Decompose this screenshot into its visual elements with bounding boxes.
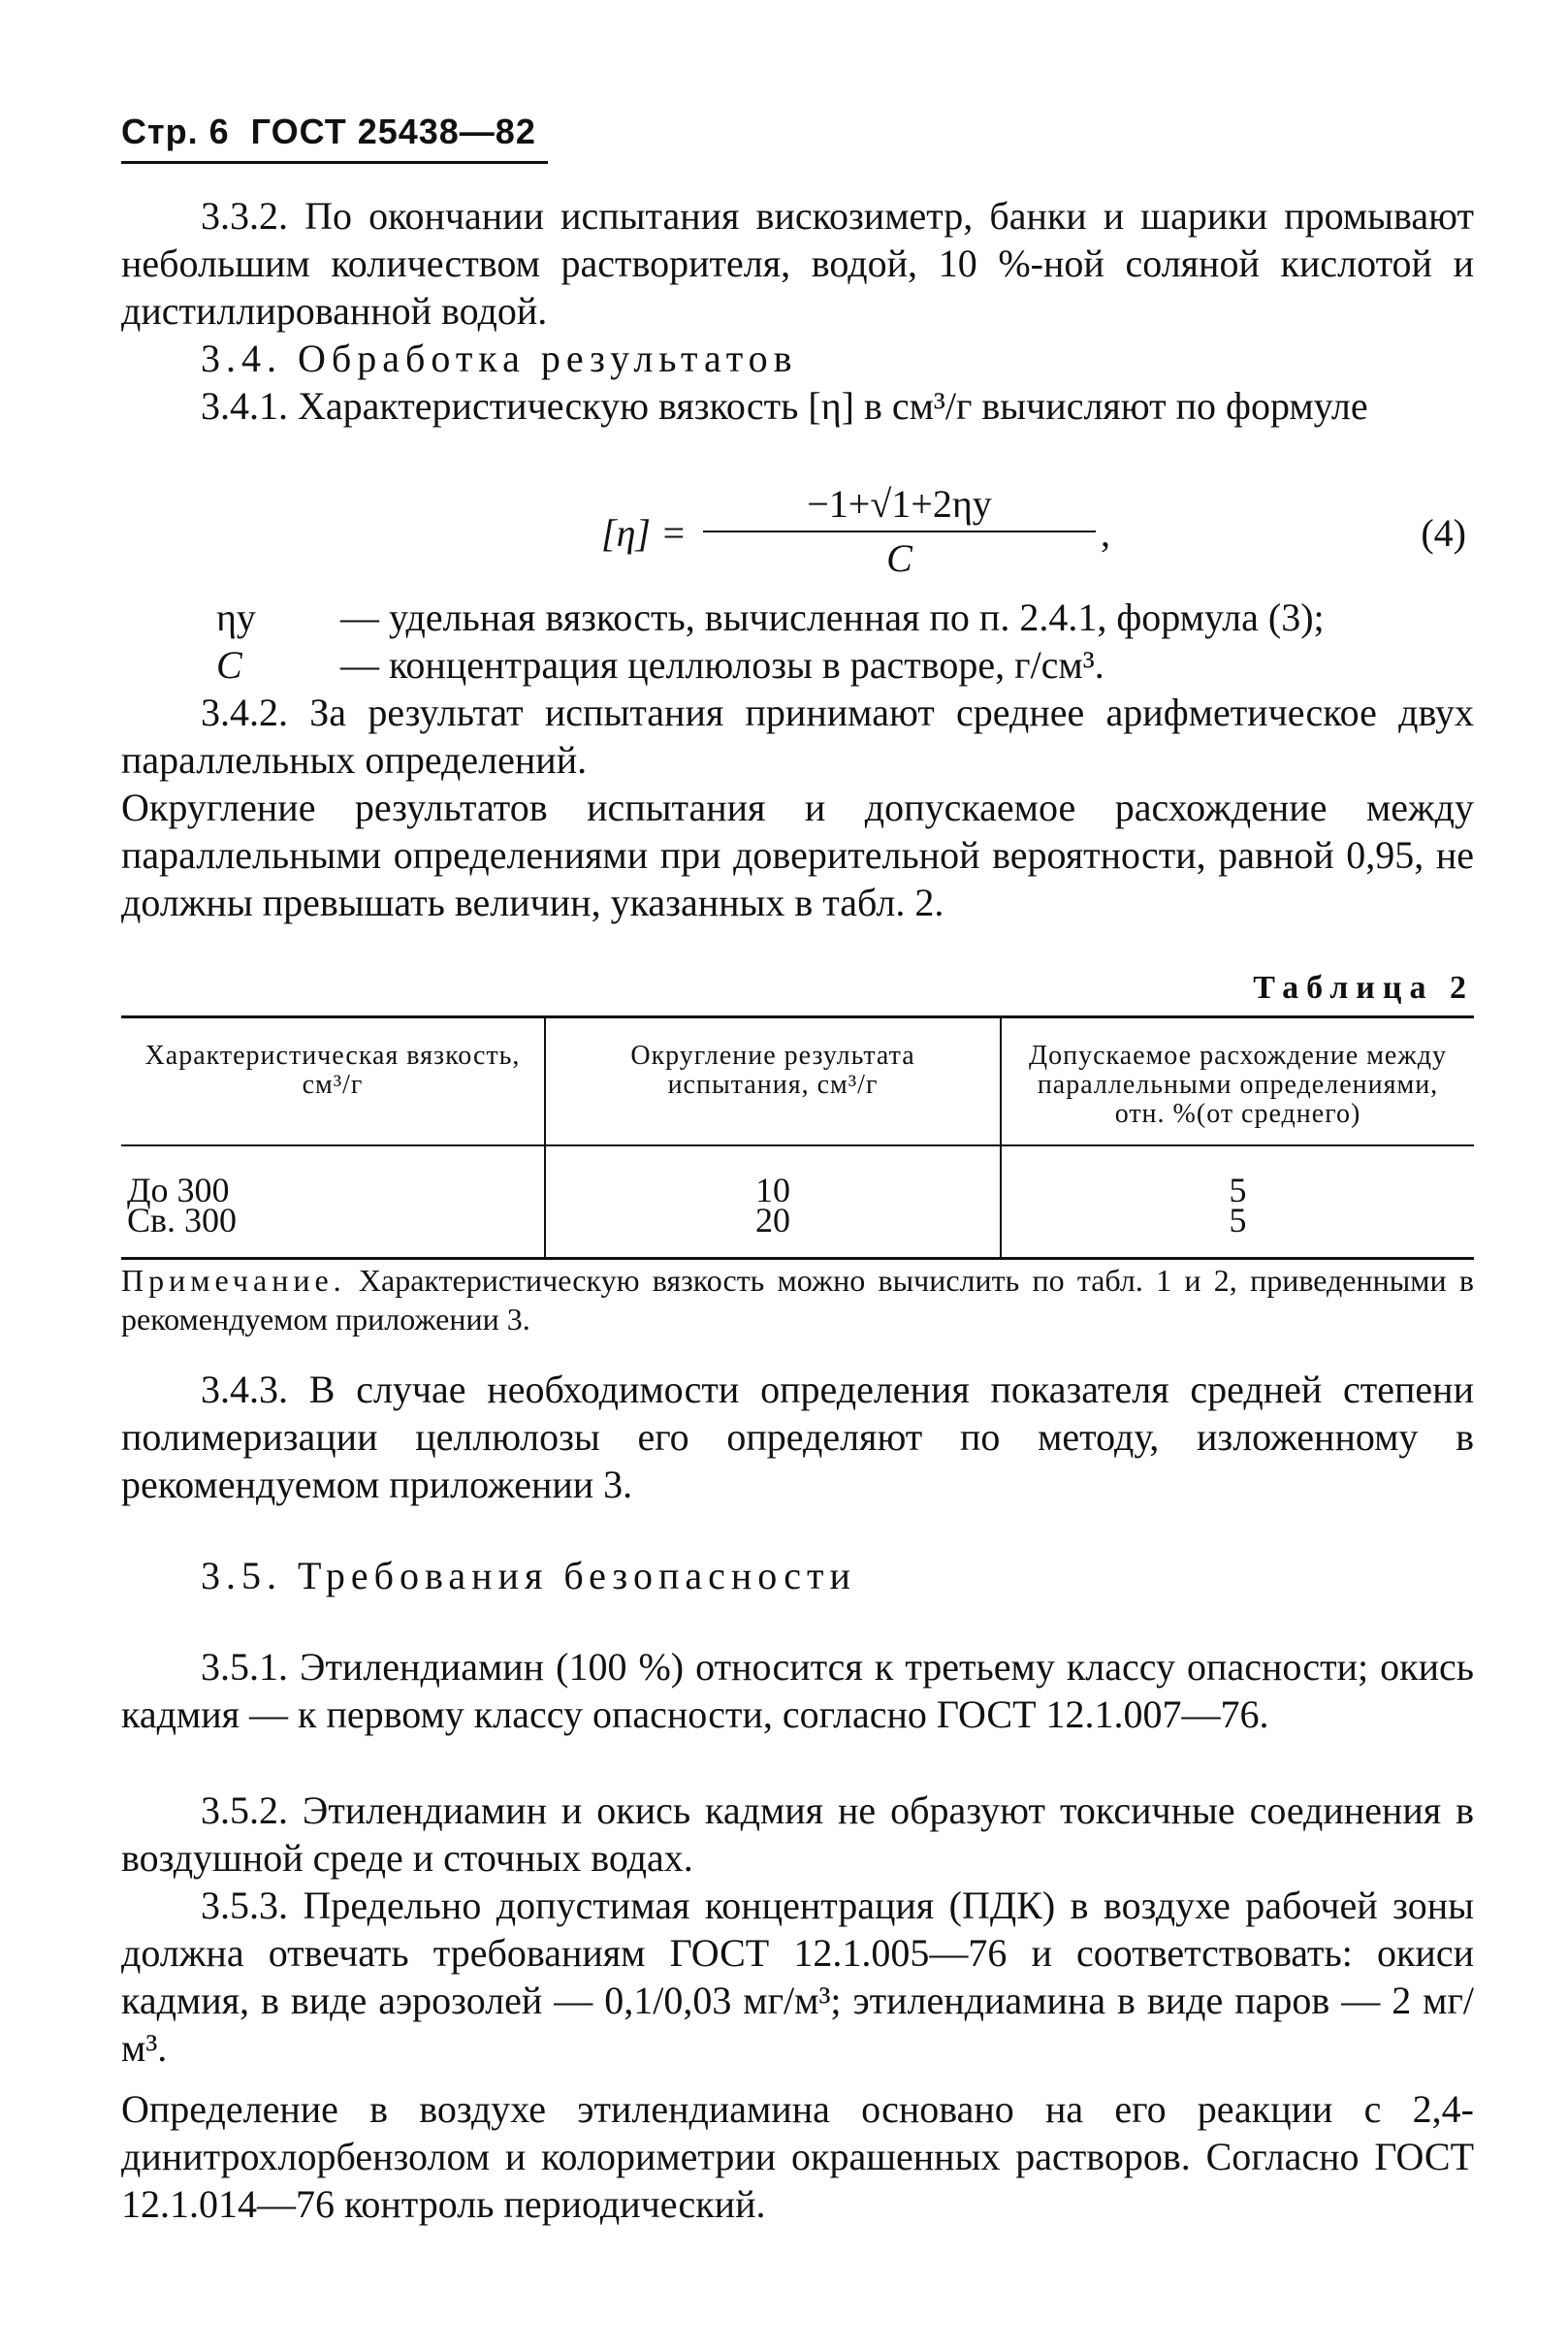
table-row: Св. 300 20 5 (121, 1202, 1474, 1257)
fraction-bar (703, 531, 1096, 532)
paragraph-rounding: Округление результатов испытания и допускаемое расхождение между параллельными определениями при доверительной вероятности, равной 0,95, не должны превышать величин, указанных в табл. 2. (121, 786, 1474, 924)
formula-comma: , (1101, 511, 1110, 555)
formula-numerator: −1+√1+2ηу (807, 482, 992, 526)
table-2 (121, 1015, 1474, 1260)
paragraph-3-4-3: 3.4.3. В случае необходимости определения показателя средней степени полимеризации целлюлозы его определяют по методу, изложенному в рекомендуемом приложении 3. (121, 1368, 1474, 1506)
table-body (121, 1146, 1474, 1257)
viscosity-formula (121, 480, 1474, 587)
table-title: Таблица 2 (1253, 970, 1474, 1006)
paragraph-3-5-1: 3.5.1. Этилендиамин (100 %) относится к третьему классу опасности; окись кадмия — к первому классу опасности, согласно ГОСТ 12.1.007—76. (121, 1645, 1474, 1736)
formula-legend (121, 594, 1474, 689)
table-row: До 300 10 5 (121, 1146, 1474, 1202)
header-rule (121, 161, 548, 164)
paragraph-3-3-2: 3.3.2. По окончании испытания вискозиметр, банки и шарики промывают небольшим количеством растворителя, водой, 10 %-ной соляной кислотой и дистиллированной водой. (121, 194, 1474, 333)
paragraph-3-5-3: 3.5.3. Предельно допустимая концентрация (ПДК) в воздухе рабочей зоны должна отвечать требованиям ГОСТ 12.1.005—76 и соответствовать: окиси кадмия, в виде аэрозолей — 0,1/0,03 мг/м³; этилендиамина в виде паров — 2 мг/м³. (121, 1884, 1474, 2070)
formula-number: (4) (1421, 511, 1466, 555)
table-header-row (121, 1018, 1474, 1146)
paragraph-3-4-1: 3.4.1. Характеристическую вязкость [η] в см³/г вычисляют по формуле (201, 384, 1368, 428)
paragraph-3-4-2: 3.4.2. За результат испытания принимают среднее арифметическое двух параллельных определений. (121, 691, 1474, 782)
header-deviation: Допускаемое расхождение между параллельными определениями, отн. %(от среднего) (1000, 1018, 1474, 1144)
note-label: Примечание. (121, 1263, 346, 1298)
note-text: Характеристическую вязкость можно вычислить по табл. 1 и 2, приведенными в рекомендуемом приложении 3. (121, 1263, 1475, 1337)
heading-3-5: 3.5. Требования безопасности (201, 1554, 856, 1597)
page-number: Стр. 6 (121, 112, 230, 151)
formula-lhs: [η] = (601, 511, 687, 555)
header-viscosity: Характеристическая вязкость, см³/г (144, 1041, 521, 1100)
formula-denominator: C (886, 536, 912, 580)
heading-3-4: 3.4. Обработка результатов (201, 337, 798, 380)
formula-block (121, 480, 1474, 587)
running-head (121, 112, 536, 152)
paragraph-detection: Определение в воздухе этилендиамина основано на его реакции с 2,4- динитрохлорбензолом и колориметрии окрашенных растворов. Согласно ГОСТ 12.1.014—76 контроль периодический. (121, 2087, 1474, 2226)
legend-item: ηу — удельная вязкость, вычисленная по п. 2.4.1, формула (3); (216, 596, 1325, 639)
paragraph-3-5-2: 3.5.2. Этилендиамин и окись кадмия не образуют токсичные соединения в воздушной среде и сточных водах. (121, 1788, 1474, 1880)
legend-item: C — концентрация целлюлозы в растворе, г/см³. (216, 643, 1104, 687)
table-note (121, 1261, 1474, 1338)
standard-number: ГОСТ 25438—82 (250, 112, 536, 151)
formula-fraction (703, 480, 1096, 583)
header-rounding: Округление результата испытания, см³/г (544, 1018, 1000, 1144)
